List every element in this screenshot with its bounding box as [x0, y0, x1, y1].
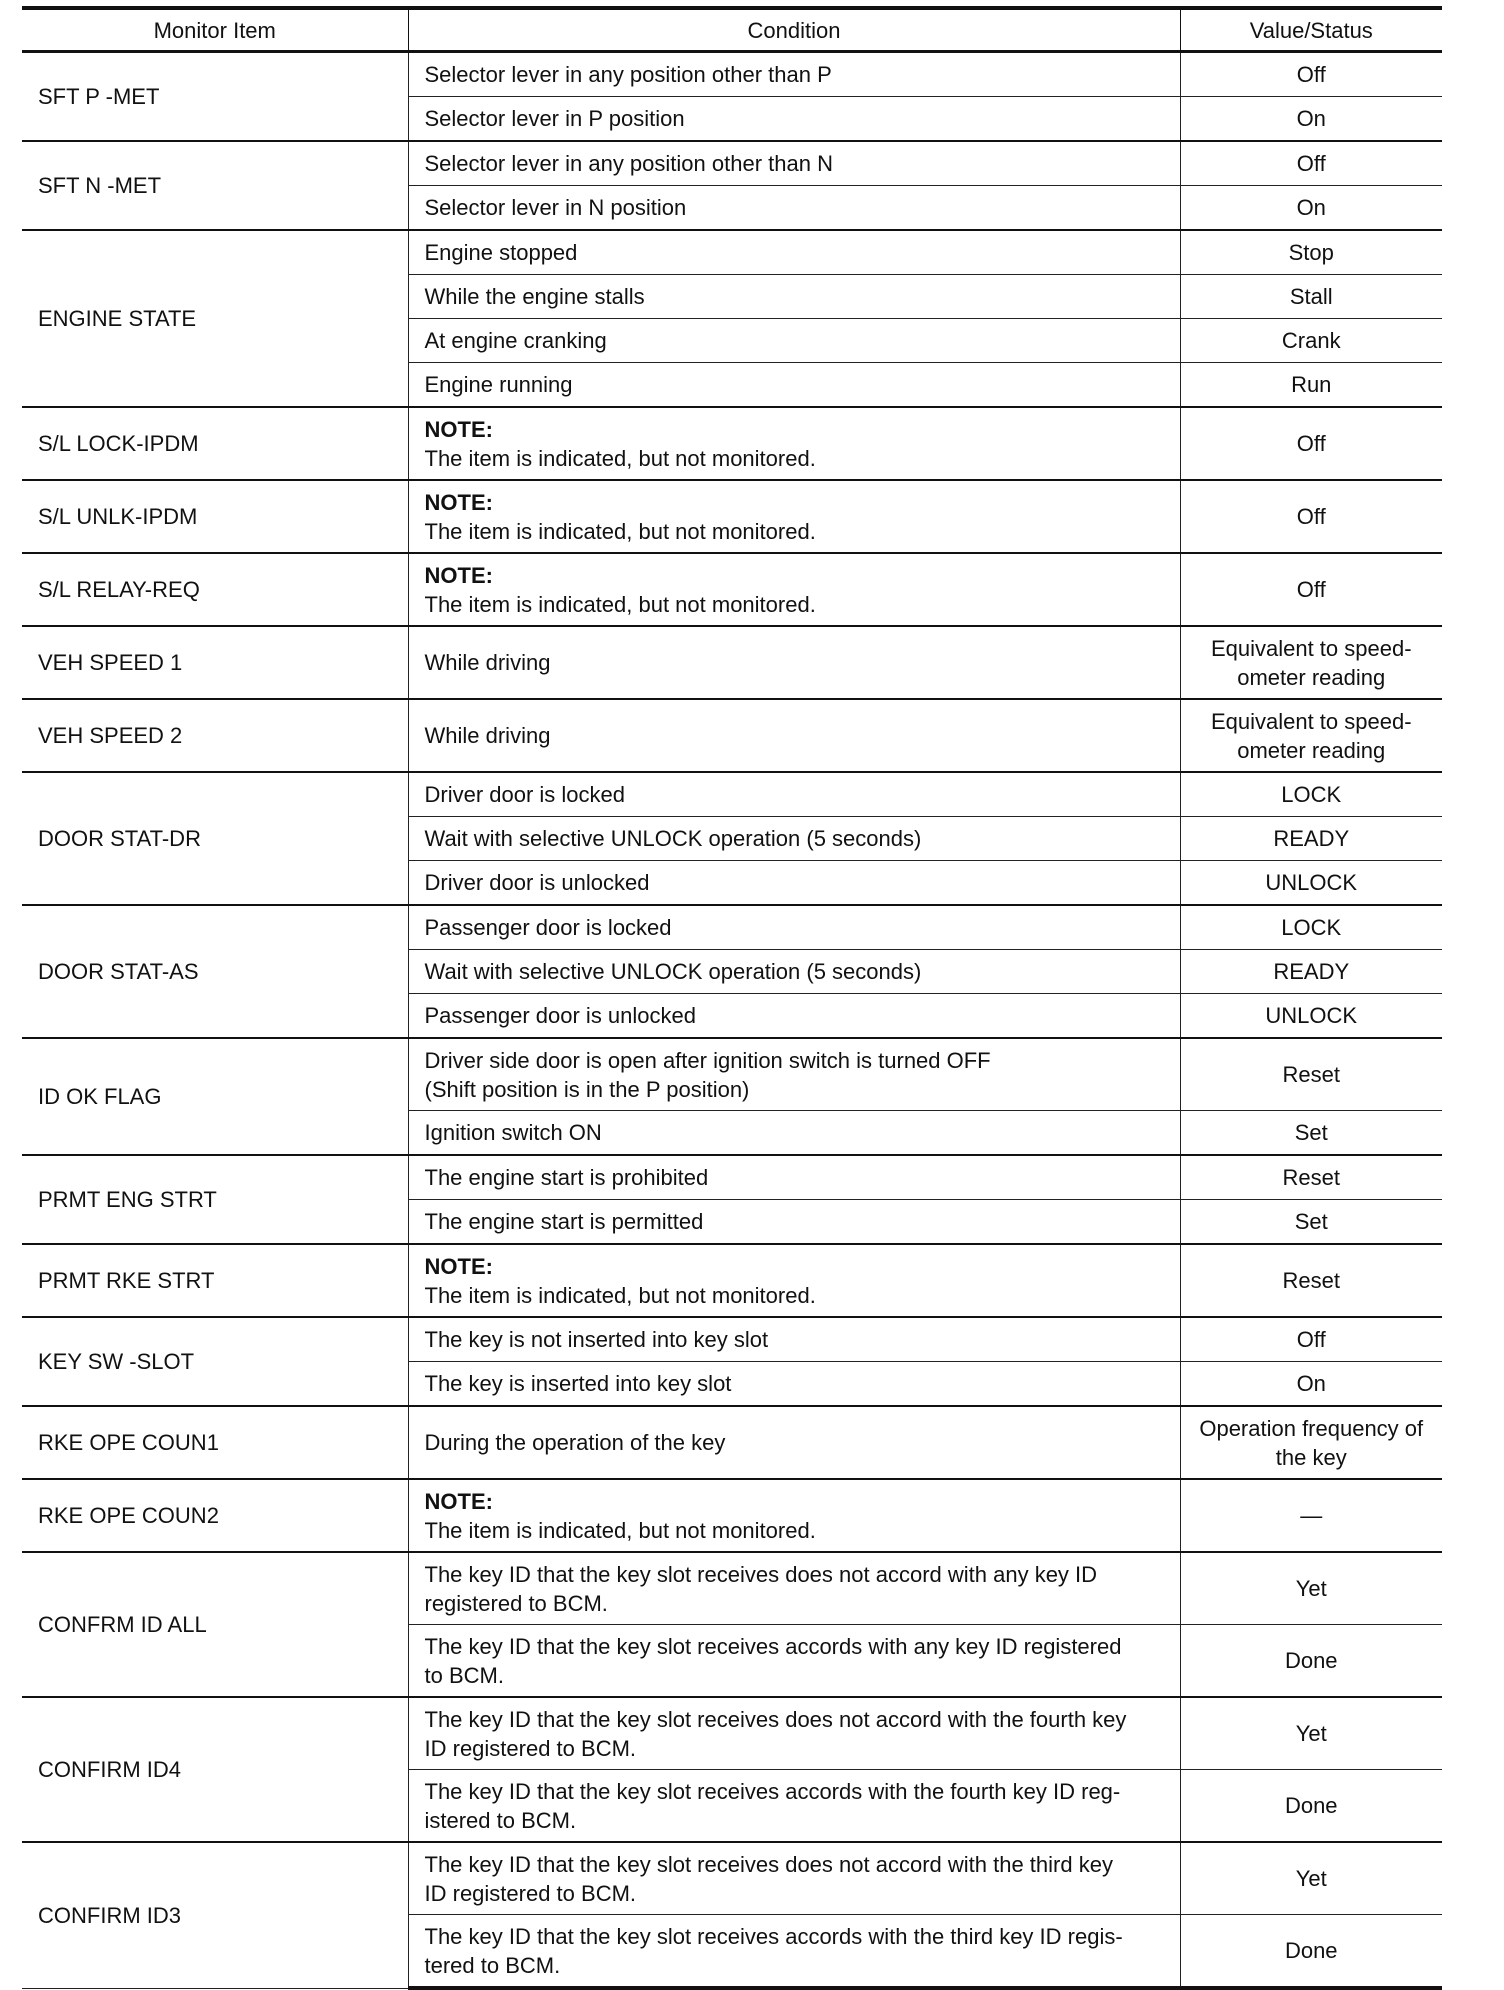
table-row: [22, 1155, 1442, 1200]
condition-text: Driver door is locked: [424, 782, 626, 807]
monitor-item-cell: KEY SW -SLOT: [22, 1317, 408, 1406]
condition-cell: [408, 817, 1180, 861]
monitor-item-cell: SFT P -MET: [22, 52, 408, 142]
monitor-item-cell: S/L RELAY-REQ: [22, 553, 408, 626]
value-status-cell: [1180, 1155, 1442, 1200]
table-row: [22, 52, 1442, 97]
value-text: Off: [1296, 62, 1326, 87]
condition-text: tered to BCM.: [424, 1952, 561, 1978]
value-text: ometer reading: [1237, 737, 1386, 763]
condition-text: Wait with selective UNLOCK operation (5 seconds): [424, 959, 922, 984]
condition-cell: [408, 480, 1180, 553]
condition-text: The key ID that the key slot receives does not accord with the fourth key: [424, 1706, 1127, 1732]
condition-text: While driving: [424, 723, 551, 748]
condition-text: Wait with selective UNLOCK operation (5 seconds): [424, 826, 922, 851]
condition-text: The key is inserted into key slot: [424, 1371, 732, 1396]
condition-text: The key ID that the key slot receives does not accord with the third key: [424, 1851, 1113, 1877]
table-row: [22, 480, 1442, 553]
condition-text: While driving: [424, 650, 551, 675]
value-text: Off: [1296, 151, 1326, 176]
condition-text: (Shift position is in the P position): [424, 1076, 750, 1102]
value-status-cell: [1180, 699, 1442, 772]
condition-cell: [408, 97, 1180, 142]
value-text: ometer reading: [1237, 664, 1386, 690]
monitor-item-cell: CONFIRM ID4: [22, 1697, 408, 1842]
value-text: Stop: [1288, 240, 1334, 265]
condition-cell: [408, 407, 1180, 480]
value-text: UNLOCK: [1265, 870, 1358, 895]
value-text: the key: [1275, 1444, 1347, 1470]
condition-text: Engine stopped: [424, 240, 578, 265]
note-text: The item is indicated, but not monitored.: [424, 591, 816, 617]
monitor-item-cell: ID OK FLAG: [22, 1038, 408, 1155]
monitor-item-cell: CONFIRM ID3: [22, 1842, 408, 1988]
value-status-cell: [1180, 1111, 1442, 1156]
value-text: Run: [1291, 372, 1332, 397]
value-status-cell: [1180, 319, 1442, 363]
table-row: [22, 1406, 1442, 1479]
condition-text: The key ID that the key slot receives accords with the third key ID regis-: [424, 1923, 1123, 1949]
condition-cell: [408, 772, 1180, 817]
value-status-cell: [1180, 1552, 1442, 1625]
condition-cell: [408, 319, 1180, 363]
monitor-item-cell: RKE OPE COUN1: [22, 1406, 408, 1479]
value-text: Yet: [1295, 1576, 1327, 1601]
value-text: On: [1296, 1371, 1326, 1396]
condition-cell: [408, 1038, 1180, 1111]
condition-cell: [408, 1915, 1180, 1989]
document-page: [22, 6, 1442, 1990]
condition-text: The key ID that the key slot receives accords with the fourth key ID reg-: [424, 1778, 1121, 1804]
value-status-cell: [1180, 1842, 1442, 1915]
condition-text: ID registered to BCM.: [424, 1735, 637, 1761]
condition-cell: [408, 861, 1180, 906]
monitor-item-cell: SFT N -MET: [22, 141, 408, 230]
value-status-cell: [1180, 861, 1442, 906]
value-status-cell: [1180, 1915, 1442, 1989]
monitor-item-cell: DOOR STAT-DR: [22, 772, 408, 905]
value-text: Done: [1284, 1793, 1338, 1818]
value-text: Crank: [1281, 328, 1341, 353]
condition-text: Ignition switch ON: [424, 1120, 602, 1145]
value-status-cell: [1180, 1697, 1442, 1770]
condition-text: The engine start is prohibited: [424, 1165, 709, 1190]
value-text: Stall: [1289, 284, 1333, 309]
value-text: Reset: [1282, 1268, 1340, 1293]
condition-cell: [408, 994, 1180, 1039]
note-label: NOTE:: [424, 489, 493, 515]
value-text: —: [1300, 1503, 1323, 1528]
monitor-item-cell: S/L UNLK-IPDM: [22, 480, 408, 553]
condition-text: Driver door is unlocked: [424, 870, 650, 895]
condition-text: Selector lever in any position other than P: [424, 62, 832, 87]
value-status-cell: [1180, 141, 1442, 186]
note-text: The item is indicated, but not monitored.: [424, 1517, 816, 1543]
value-text: Off: [1296, 1327, 1326, 1352]
value-status-cell: [1180, 1244, 1442, 1317]
value-status-cell: [1180, 275, 1442, 319]
condition-cell: [408, 52, 1180, 97]
value-status-cell: [1180, 950, 1442, 994]
note-label: NOTE:: [424, 1488, 493, 1514]
value-status-cell: [1180, 1038, 1442, 1111]
condition-text: Selector lever in P position: [424, 106, 685, 131]
value-status-cell: [1180, 905, 1442, 950]
monitor-item-cell: ENGINE STATE: [22, 230, 408, 407]
value-status-cell: [1180, 52, 1442, 97]
table-row: [22, 1479, 1442, 1552]
value-text: Operation frequency of: [1199, 1415, 1424, 1441]
condition-cell: [408, 1842, 1180, 1915]
condition-cell: [408, 1479, 1180, 1552]
value-text: Equivalent to speed-: [1210, 635, 1412, 661]
value-status-cell: [1180, 363, 1442, 408]
condition-cell: [408, 1111, 1180, 1156]
condition-text: The key ID that the key slot receives does not accord with any key ID: [424, 1561, 1098, 1587]
table-row: [22, 230, 1442, 275]
value-text: Off: [1296, 504, 1326, 529]
value-text: Reset: [1282, 1062, 1340, 1087]
note-label: NOTE:: [424, 416, 493, 442]
condition-text: Engine running: [424, 372, 573, 397]
monitor-item-cell: S/L LOCK-IPDM: [22, 407, 408, 480]
monitor-item-cell: PRMT RKE STRT: [22, 1244, 408, 1317]
condition-text: Passenger door is locked: [424, 915, 672, 940]
value-text: READY: [1273, 959, 1350, 984]
table-row: [22, 553, 1442, 626]
condition-text: to BCM.: [424, 1662, 504, 1688]
value-status-cell: [1180, 1200, 1442, 1245]
condition-cell: [408, 1697, 1180, 1770]
value-text: LOCK: [1281, 915, 1342, 940]
value-status-cell: [1180, 994, 1442, 1039]
table-row: [22, 1317, 1442, 1362]
table-row: [22, 141, 1442, 186]
value-text: Done: [1284, 1938, 1338, 1963]
value-text: Reset: [1282, 1165, 1340, 1190]
value-text: Off: [1296, 431, 1326, 456]
header-monitor-item: Monitor Item: [22, 8, 408, 52]
table-row: [22, 699, 1442, 772]
value-text: Set: [1294, 1209, 1328, 1234]
table-row: [22, 626, 1442, 699]
condition-text: While the engine stalls: [424, 284, 645, 309]
value-text: Done: [1284, 1648, 1338, 1673]
value-status-cell: [1180, 817, 1442, 861]
value-text: UNLOCK: [1265, 1003, 1358, 1028]
condition-text: The key is not inserted into key slot: [424, 1327, 769, 1352]
condition-text: At engine cranking: [424, 328, 607, 353]
value-text: On: [1296, 195, 1326, 220]
value-status-cell: [1180, 480, 1442, 553]
condition-text: The key ID that the key slot receives accords with any key ID registered: [424, 1633, 1122, 1659]
monitor-item-cell: VEH SPEED 2: [22, 699, 408, 772]
value-text: Equivalent to speed-: [1210, 708, 1412, 734]
value-status-cell: [1180, 1362, 1442, 1407]
value-text: Set: [1294, 1120, 1328, 1145]
condition-cell: [408, 950, 1180, 994]
condition-text: registered to BCM.: [424, 1590, 608, 1616]
condition-cell: [408, 1770, 1180, 1843]
condition-cell: [408, 141, 1180, 186]
table-row: [22, 1842, 1442, 1915]
condition-cell: [408, 626, 1180, 699]
value-text: LOCK: [1281, 782, 1342, 807]
condition-text: ID registered to BCM.: [424, 1880, 637, 1906]
note-label: NOTE:: [424, 1253, 493, 1279]
value-status-cell: [1180, 1479, 1442, 1552]
note-text: The item is indicated, but not monitored.: [424, 1282, 816, 1308]
value-text: Yet: [1295, 1866, 1327, 1891]
condition-cell: [408, 553, 1180, 626]
value-status-cell: [1180, 626, 1442, 699]
condition-cell: [408, 1244, 1180, 1317]
table-row: [22, 1552, 1442, 1625]
value-status-cell: [1180, 553, 1442, 626]
value-text: Off: [1296, 577, 1326, 602]
header-value-status: Value/Status: [1180, 8, 1442, 52]
condition-cell: [408, 1406, 1180, 1479]
condition-text: The engine start is permitted: [424, 1209, 704, 1234]
value-text: On: [1296, 106, 1326, 131]
value-text: READY: [1273, 826, 1350, 851]
note-label: NOTE:: [424, 562, 493, 588]
monitor-item-cell: DOOR STAT-AS: [22, 905, 408, 1038]
note-text: The item is indicated, but not monitored.: [424, 518, 816, 544]
condition-cell: [408, 1200, 1180, 1245]
condition-cell: [408, 1362, 1180, 1407]
table-body: [22, 52, 1442, 1989]
condition-text: Passenger door is unlocked: [424, 1003, 696, 1028]
table-row: [22, 1697, 1442, 1770]
condition-cell: [408, 230, 1180, 275]
value-status-cell: [1180, 407, 1442, 480]
condition-cell: [408, 363, 1180, 408]
value-status-cell: [1180, 230, 1442, 275]
condition-cell: [408, 1155, 1180, 1200]
note-text: The item is indicated, but not monitored.: [424, 445, 816, 471]
table-row: [22, 407, 1442, 480]
monitor-item-cell: VEH SPEED 1: [22, 626, 408, 699]
value-status-cell: [1180, 1625, 1442, 1698]
monitor-item-cell: CONFRM ID ALL: [22, 1552, 408, 1697]
table-header: [22, 8, 1442, 52]
condition-text: istered to BCM.: [424, 1807, 577, 1833]
monitor-item-table: [22, 6, 1442, 1990]
condition-cell: [408, 186, 1180, 231]
table-row: [22, 772, 1442, 817]
condition-cell: [408, 699, 1180, 772]
table-row: [22, 905, 1442, 950]
condition-text: Selector lever in any position other than N: [424, 151, 833, 176]
header-condition: Condition: [408, 8, 1180, 52]
value-status-cell: [1180, 97, 1442, 142]
monitor-item-cell: PRMT ENG STRT: [22, 1155, 408, 1244]
condition-text: Selector lever in N position: [424, 195, 687, 220]
value-status-cell: [1180, 1406, 1442, 1479]
table-row: [22, 1038, 1442, 1111]
header-row: [22, 8, 1442, 52]
monitor-item-cell: RKE OPE COUN2: [22, 1479, 408, 1552]
table-row: [22, 1244, 1442, 1317]
value-status-cell: [1180, 1317, 1442, 1362]
condition-cell: [408, 1317, 1180, 1362]
condition-cell: [408, 1552, 1180, 1625]
value-status-cell: [1180, 1770, 1442, 1843]
condition-cell: [408, 1625, 1180, 1698]
value-text: Yet: [1295, 1721, 1327, 1746]
condition-cell: [408, 905, 1180, 950]
value-status-cell: [1180, 186, 1442, 231]
value-status-cell: [1180, 772, 1442, 817]
condition-cell: [408, 275, 1180, 319]
condition-text: Driver side door is open after ignition switch is turned OFF: [424, 1047, 991, 1073]
condition-text: During the operation of the key: [424, 1430, 726, 1455]
